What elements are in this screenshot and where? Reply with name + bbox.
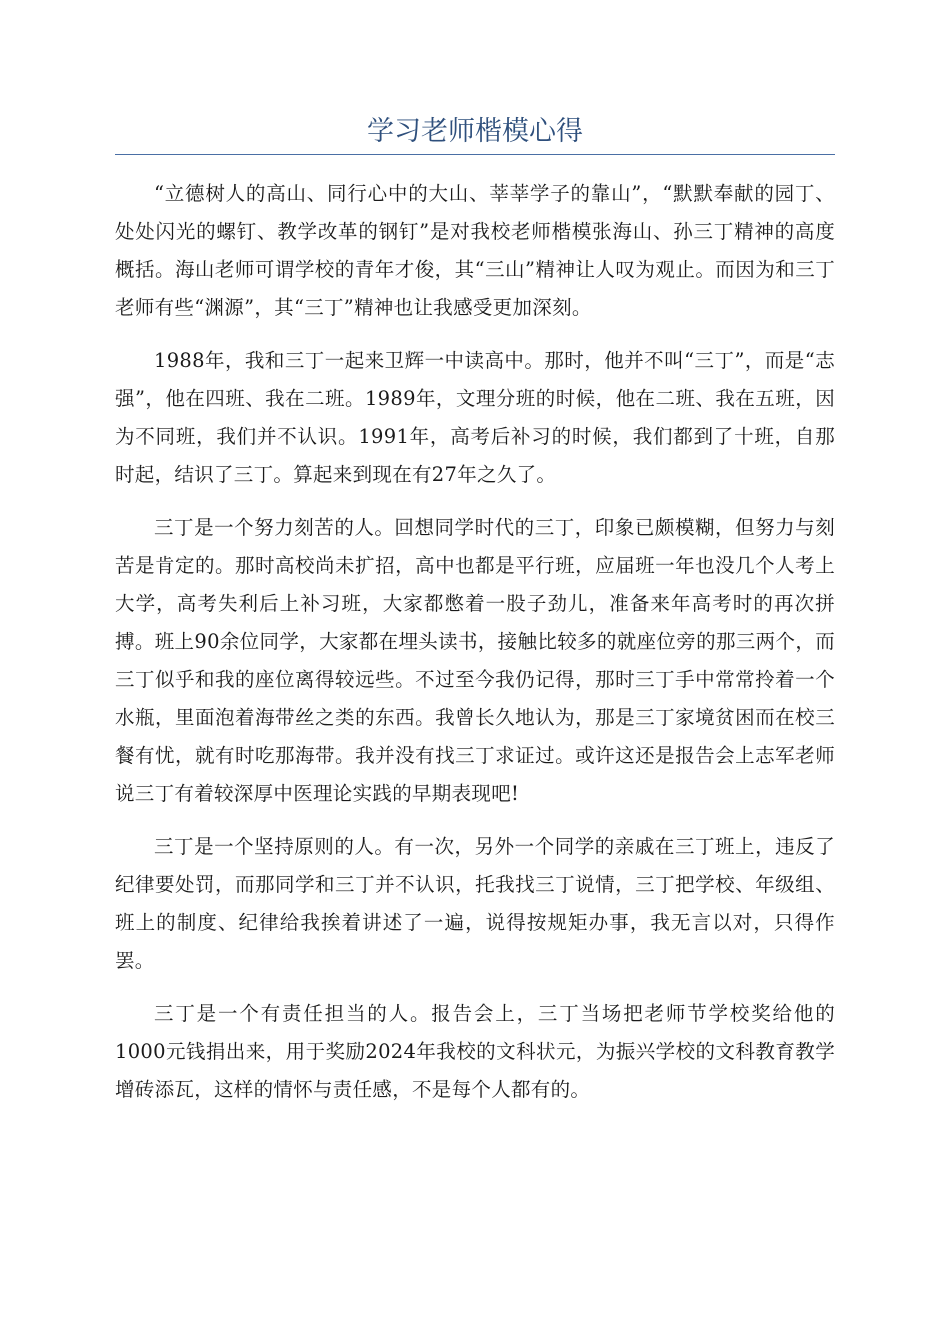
paragraph: “立德树人的高山、同行心中的大山、莘莘学子的靠山”，“默默奉献的园丁、处处闪光的螺钉、教学改革的钢钉”是对我校老师楷模张海山、孙三丁精神的高度概括。海山老师可谓学校的青年才俊，其“三山”精神让人叹为观止。而因为和三丁老师有些“渊源”，其“三丁”精神也让我感受更加深刻。 xyxy=(115,182,835,319)
paragraph: 三丁是一个坚持原则的人。有一次，另外一个同学的亲戚在三丁班上，违反了纪律要处罚，而那同学和三丁并不认识，托我找三丁说情，三丁把学校、年级组、班上的制度、纪律给我挨着讲述了一遍，说得按规矩办事，我无言以对，只得作罢。 xyxy=(115,835,835,972)
paragraph: 三丁是一个有责任担当的人。报告会上，三丁当场把老师节学校奖给他的1000元钱捐出来，用于奖励2024年我校的文科状元，为振兴学校的文科教育教学增砖添瓦，这样的情怀与责任感，不是每个人都有的。 xyxy=(115,1002,835,1101)
document-title: 学习老师楷模心得 xyxy=(367,116,583,147)
paragraph: 三丁是一个努力刻苦的人。回想同学时代的三丁，印象已颇模糊，但努力与刻苦是肯定的。那时高校尚未扩招，高中也都是平行班，应届班一年也没几个人考上大学，高考失利后上补习班，大家都憋着一股子劲儿，准备来年高考时的再次拼搏。班上90余位同学，大家都在埋头读书，接触比较多的就座位旁的那三两个，而三丁似乎和我的座位离得较远些。不过至今我仍记得，那时三丁手中常常拎着一个水瓶，里面泡着海带丝之类的东西。我曾长久地认为，那是三丁家境贫困而在校三餐有忧，就有时吃那海带。我并没有找三丁求证过。或许这还是报告会上志军老师说三丁有着较深厚中医理论实践的早期表现吧! xyxy=(115,516,835,805)
document-body xyxy=(115,175,835,1124)
title-underline xyxy=(115,154,835,155)
paragraph: 1988年，我和三丁一起来卫辉一中读高中。那时，他并不叫“三丁”，而是“志强”，他在四班、我在二班。1989年，文理分班的时候，他在二班、我在五班，因为不同班，我们并不认识。1991年，高考后补习的时候，我们都到了十班，自那时起，结识了三丁。算起来到现在有27年之久了。 xyxy=(115,349,835,486)
